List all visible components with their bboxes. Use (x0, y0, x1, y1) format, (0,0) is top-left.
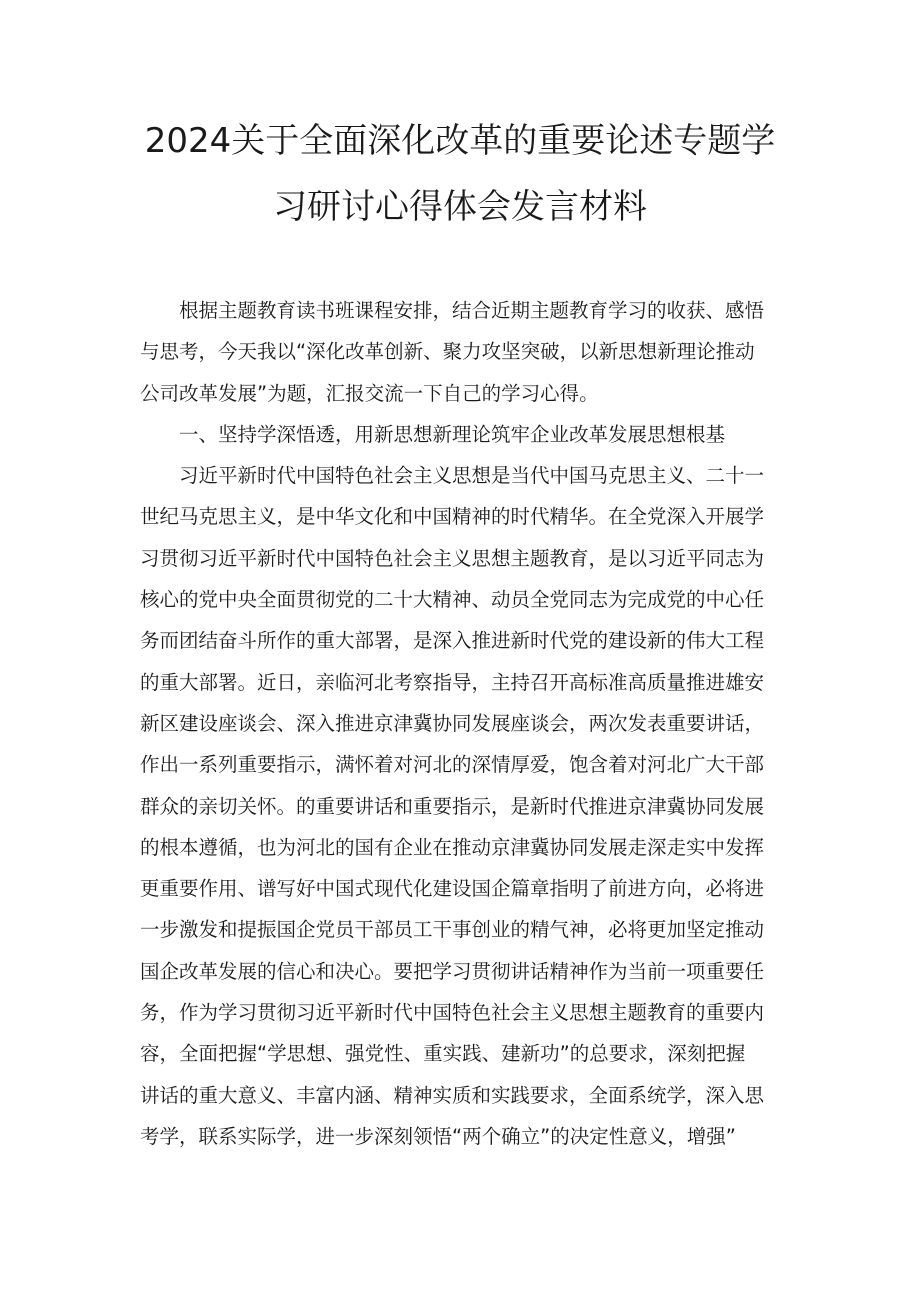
body-paragraph (140, 455, 780, 1157)
text-line: 公司改革发展”为题，汇报交流一下自己的学习心得。 (140, 381, 599, 405)
intro-paragraph (140, 290, 780, 414)
text-line: 习贯彻习近平新时代中国特色社会主义思想主题教育，是以习近平同志为 (140, 546, 765, 570)
text-line: 务，作为学习贯彻习近平新时代中国特色社会主义思想主题教育的重要内 (140, 1001, 765, 1025)
text-line: 的重大部署。近日，亲临河北考察指导，主持召开高标准高质量推进雄安 (140, 670, 765, 694)
text-line: 根据主题教育读书班课程安排，结合近期主题教育学习的收获、感悟 (179, 299, 765, 322)
text-line: 的根本遵循，也为河北的国有企业在推动京津冀协同发展走深走实中发挥 (140, 835, 765, 859)
text-line: 务而团结奋斗所作的重大部署，是深入推进新时代党的建设新的伟大工程 (140, 629, 765, 653)
text-line: 习近平新时代中国特色社会主义思想是当代中国马克思主义、二十一 (179, 464, 765, 488)
text-line: 与思考，今天我以“深化改革创新、聚力攻坚突破，以新思想新理论推动 (140, 340, 755, 364)
document-title (100, 108, 820, 240)
text-line: 一步激发和提振国企党员干部员工干事创业的精气神，必将更加坚定推动 (140, 918, 765, 942)
text-line: 核心的党中央全面贯彻党的二十大精神、动员全党同志为完成党的中心任 (140, 588, 765, 612)
text-line: 新区建设座谈会、深入推进京津冀协同发展座谈会，两次发表重要讲话， (140, 711, 765, 735)
text-line: 考学，联系实际学，进一步深刻领悟“两个确立”的决定性意义，增强” (140, 1124, 736, 1148)
text-line: 世纪马克思主义，是中华文化和中国精神的时代精华。在全党深入开展学 (140, 505, 765, 529)
text-line: 作出一系列重要指示，满怀着对河北的深情厚爱，饱含着对河北广大干部 (140, 753, 765, 777)
text-line: 容，全面把握“学思想、强党性、重实践、建新功”的总要求，深刻把握 (140, 1042, 746, 1066)
section-heading: 一、坚持学深悟透，用新思想新理论筑牢企业改革发展思想根基 (179, 422, 726, 446)
text-line: 讲话的重大意义、丰富内涵、精神实质和实践要求，全面系统学，深入思 (140, 1083, 765, 1107)
text-line: 国企改革发展的信心和决心。要把学习贯彻讲话精神作为当前一项重要任 (140, 959, 765, 983)
text-line: 更重要作用、谱写好中国式现代化建设国企篇章指明了前进方向，必将进 (140, 877, 765, 901)
title-line-2: 习研讨心得体会发言材料 (273, 187, 647, 227)
document-body (140, 290, 780, 1157)
title-line-1: 2024关于全面深化改革的重要论述专题学 (144, 121, 776, 161)
text-line: 群众的亲切关怀。的重要讲话和重要指示，是新时代推进京津冀协同发展 (140, 794, 765, 818)
